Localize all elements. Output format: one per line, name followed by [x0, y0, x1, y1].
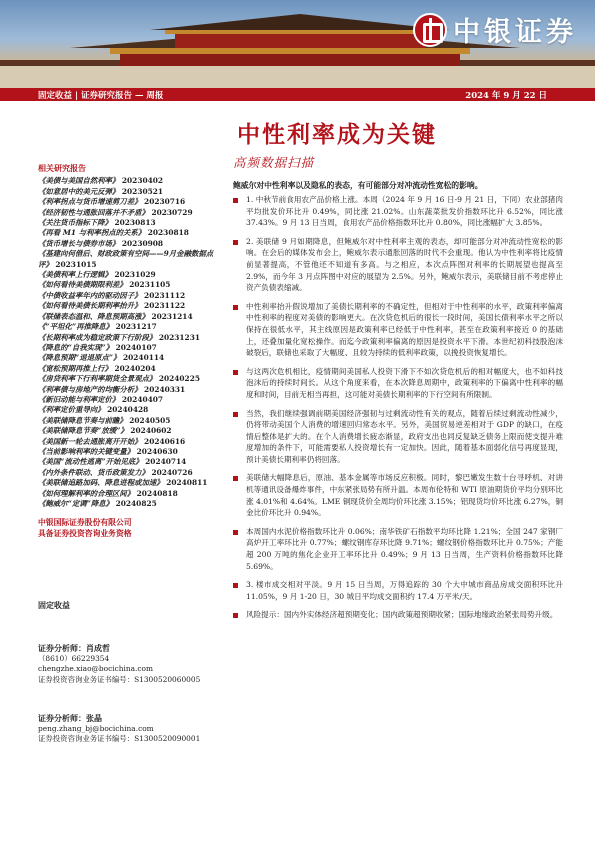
analyst-role: 证券分析师：	[38, 713, 86, 723]
related-item-date: 20231029	[111, 270, 156, 280]
bullet-square-icon	[233, 370, 238, 375]
related-item-title: 《长期利率成为稳定政策下行阶段》	[38, 332, 157, 342]
analyst-role: 证券分析师：	[38, 643, 86, 653]
related-item-title: 《美联储追路加码、降息进程或加速》	[38, 478, 164, 488]
related-item-title: 《降息预期“退退原点”》	[38, 353, 121, 363]
bullet-text: 与这两次危机相比，疫情期间美国私人投资下滑下不如次贷危机后的相对幅度大，也不如科技泡沫后的持续时间长。从这个角度来看，在本次降息周期中，政策利率的下偏离中性利率的幅度和时间，目前无相当再担，这可能对美债长期利率的下行空间有所限制。	[246, 366, 563, 399]
related-item-date: 20231122	[141, 301, 186, 311]
summary-line: 鲍威尔对中性利率以及隐私的表态，有可能部分对冲流动性宽松的影响。	[233, 181, 483, 190]
related-item-date: 20240505	[126, 415, 171, 425]
related-item-title: 《利率定价重导向》	[38, 405, 105, 415]
bullet-item	[233, 236, 563, 294]
related-item-title: 《如何看待美债长期利率抬升》	[38, 301, 142, 311]
related-item-date: 20230729	[148, 207, 193, 217]
related-item[interactable]	[38, 416, 226, 426]
company-qualification: 具备证券投资咨询业务资格	[38, 529, 132, 539]
related-item-date: 20240428	[104, 405, 149, 415]
related-item-title: 《宽松预期再推上行》	[38, 363, 112, 373]
related-item-date: 20240204	[111, 363, 156, 373]
bullet-text: 2. 美联储 9 月如期降息，但鲍威尔对中性利率主观的表态，却可能部分对冲流动性宽松的影响。在会后的媒体发布会上，鲍威尔表示通胀回落的时代不会重现。他认为中性利率将比疫情前显著提高，不管他还不知道有多高。与之相应，本次点阵图对利率的长期展望也提高至 2.9%，而今年 3 月点阵图中对应的展望为 2.5%。另外，鲍威尔表示，美联储目前不考虑停止资产负债表缩减。	[246, 236, 563, 293]
related-item[interactable]	[38, 437, 226, 447]
report-date: 2024 年 9 月 22 日	[465, 91, 547, 101]
bullet-square-icon	[233, 198, 238, 203]
bullet-text: 风险提示：国内外实体经济超预期变化；国内政策超预期收紧；国际地缘政治紧张局势升级。	[246, 610, 558, 620]
related-item[interactable]	[38, 187, 226, 197]
related-item-title: 《鲍威尔“定调”降息》	[38, 499, 114, 508]
bullet-square-icon	[233, 412, 238, 417]
related-item[interactable]	[38, 239, 226, 249]
analyst-phone: （8610）66229354	[38, 653, 110, 663]
related-item-date: 20240114	[120, 353, 165, 363]
bullet-item	[233, 366, 563, 401]
related-item-title: 《基建向何借后、财政政策有空间——9月金融数据点评》	[38, 249, 214, 269]
related-item-date: 20240825	[113, 499, 157, 508]
related-item-date: 20240818	[134, 488, 178, 498]
related-item-date: 20231217	[113, 322, 157, 332]
related-item-title: 《新旧动能与利率定价》	[38, 394, 120, 404]
related-item[interactable]	[38, 322, 226, 332]
bullet-square-icon	[233, 476, 238, 481]
related-item[interactable]	[38, 478, 226, 488]
bullet-text: 中性利率抬升假说增加了美债长期利率的不确定性，但相对于中性利率的水平，政策利率偏离中性利率的程度对美债的影响更大。在次贷危机后的很长一段时间，美国长债利率水平之所以保持在很低水平，其主线原因是政策利率已经低于中性利率，甚至在政策利率接近 0 的基础上，还叠加量化宽松操作。而迄今政策利率偏离的原因是投资水平下滑。本世纪初科技股泡沫破裂后，联储也采取了大幅度、且较为持续的低利率政策，以挽投资恢复增长。	[246, 301, 563, 358]
related-list	[38, 176, 226, 509]
related-item-date: 20231112	[141, 290, 186, 300]
related-item[interactable]	[38, 364, 226, 374]
related-item-date: 20230818	[145, 228, 189, 238]
related-item-title: 《中债收益率年内的驱动因子》	[38, 290, 142, 300]
related-item-date: 20240726	[148, 467, 193, 477]
hero-banner	[0, 0, 595, 88]
related-item-date: 20240602	[127, 426, 172, 436]
related-item-title: 《美联储降息节奏“放缓”》	[38, 426, 128, 436]
related-item[interactable]	[38, 280, 226, 290]
related-item-title: 《内外条件联动、货币政策发力》	[38, 467, 149, 477]
related-item-title: 《美国“流动性逃离”开始见底》	[38, 457, 143, 467]
bullet-item	[233, 526, 563, 572]
related-item[interactable]	[38, 499, 226, 509]
related-item-date: 20231105	[126, 280, 171, 290]
bullet-item	[233, 472, 563, 518]
related-item-title: 《利率债与房地产的均衡分析》	[38, 384, 142, 394]
related-item-date: 20230716	[141, 197, 186, 207]
bullet-item	[233, 194, 563, 229]
related-item[interactable]	[38, 176, 226, 186]
related-item[interactable]	[38, 457, 226, 467]
related-item[interactable]	[38, 489, 226, 499]
bullet-text: 1. 中秋节前食用农产品价格上涨。本周（2024 年 9 月 16 日-9 月 21 日，下同）农业部猪肉平均批发价环比升 0.49%，同比涨 21.02%。山东蔬菜批发价指数环比升 6.52%，同比涨 37.43%。9 月 13 日当周，食用农产品价格指数环比升 0.80%，同比涨幅扩大 3.85%。	[246, 195, 563, 228]
related-item-date: 20240331	[141, 384, 186, 394]
bullet-text: 美联储大幅降息后，原油、基本金属等市场反应积极。同时，黎巴嫩发生数十台寻呼机、对讲机等通讯设备爆炸事件，中东紧张局势有所升温。本周布伦特和 WTI 原油期货价平均分别环比涨 4.01%和 4.64%。LME 铜现货价全周均价环比涨 3.15%；铝现货均价环比涨 6.27%，铜金比价环比升 0.94%。	[246, 473, 563, 518]
related-item-date: 20240630	[134, 446, 178, 456]
related-item[interactable]	[38, 333, 226, 343]
report-subtitle: 高频数据扫描	[233, 155, 315, 170]
related-item[interactable]	[38, 426, 226, 436]
analyst-email[interactable]: peng.zhang_bj@bocichina.com	[38, 723, 154, 733]
bullet-square-icon	[233, 305, 238, 310]
related-item-title: 《美国新一轮去通胀离开开始》	[38, 436, 142, 446]
related-item-date: 20240714	[142, 457, 187, 467]
related-item[interactable]	[38, 270, 226, 280]
bullet-square-icon	[233, 240, 238, 245]
related-item-title: 《联储表态温和、降息预期高涨》	[38, 311, 149, 321]
related-item-date: 20230521	[119, 186, 164, 196]
bullet-square-icon	[233, 530, 238, 535]
related-heading: 相关研究报告	[38, 163, 86, 173]
related-item-title: 《美联储降息节奏与前瞻》	[38, 415, 127, 425]
bullet-item	[233, 579, 563, 602]
company-name: 中银国际证券股份有限公司	[38, 518, 132, 528]
related-item-title: 《当前影响利率的关键变量》	[38, 446, 135, 456]
related-item[interactable]	[38, 197, 226, 207]
category-label: 固定收益	[38, 600, 70, 610]
analyst-1	[38, 643, 200, 685]
analyst-name: 张晶	[86, 713, 102, 723]
analyst-name: 肖成哲	[86, 643, 110, 653]
related-item[interactable]	[38, 312, 226, 322]
brand-name: 中银证券	[453, 17, 577, 48]
bullet-text: 3. 楼市成交相对平淡。9 月 15 日当周，万得追踪的 30 个大中城市商品房成交面积环比升 11.05%，9 月 1-20 日，30 城日平均成交面积约 17.4 万平米/天。	[246, 580, 563, 601]
related-item-date: 20240225	[156, 374, 200, 384]
bullet-square-icon	[233, 583, 238, 588]
related-item[interactable]	[38, 385, 226, 395]
related-item-date: 20231015	[52, 259, 97, 269]
bullet-item	[233, 609, 563, 621]
related-item-date: 20230908	[119, 238, 164, 248]
related-research	[38, 163, 226, 539]
bullet-item	[233, 301, 563, 359]
bullet-item	[233, 408, 563, 466]
related-item[interactable]	[38, 228, 226, 238]
related-item-title: 《降息的“自我实现”》	[38, 342, 114, 352]
analyst-cert: 证券投资咨询业务证书编号：S1300520090001	[38, 734, 201, 744]
report-title: 中性利率成为关键	[237, 121, 437, 148]
related-item-title: 《美债利率上行逻辑》	[38, 270, 112, 280]
related-item-date: 20240811	[163, 478, 208, 488]
related-item[interactable]	[38, 301, 226, 311]
related-item-title: 《房贷利率下行利率期货全景观点》	[38, 374, 157, 384]
related-item[interactable]	[38, 249, 226, 270]
related-item-date: 20231231	[156, 332, 200, 342]
category-label-block	[38, 600, 70, 611]
related-item[interactable]	[38, 447, 226, 457]
related-item-date: 20240407	[119, 394, 164, 404]
related-item[interactable]	[38, 374, 226, 384]
brand-logo	[413, 10, 577, 49]
related-item-date: 20230402	[119, 176, 164, 186]
bullet-list	[233, 194, 563, 628]
related-item-title: 《再看 M1 与利率拐点的关系》	[38, 228, 146, 238]
related-item[interactable]	[38, 395, 226, 405]
analyst-cert: 证券投资咨询业务证书编号：S1300520060005	[38, 674, 201, 684]
boc-logo-icon	[413, 13, 447, 47]
related-item[interactable]	[38, 405, 226, 415]
related-item[interactable]	[38, 343, 226, 353]
analyst-email[interactable]: chengzhe.xiao@bocichina.com	[38, 664, 153, 674]
related-item-title: 《“平坦化”再推降息》	[38, 322, 114, 332]
related-item-date: 20231214	[148, 311, 193, 321]
analyst-2	[38, 713, 200, 745]
related-item-title: 《如意居中的美元反弹》	[38, 186, 120, 196]
related-item[interactable]	[38, 218, 226, 228]
related-item[interactable]	[38, 208, 226, 218]
report-type: 固定收益 | 证券研究报告 — 周报	[38, 91, 164, 101]
bullet-text: 当然，我们继续强调前期美国经济强韧与过剩流动性有关的观点，随着后续过剩流动性减少，仍将带动美国个人消费的增速回归常态水平。另外，美国贸易逆差相对于 GDP 的缺口，在疫情后整体是扩大的。在个人消费增长疲态渐显，政府支出也同反复缺乏债务上限而使支提升难度增加的条件下，可能需要私人投资增长有一定加快。因此，随着基本面弱化信号再度显现，预计美债长期利率仍将回落。	[246, 408, 563, 464]
related-item-title: 《如何理解利率的合理区间》	[38, 488, 135, 498]
related-item[interactable]	[38, 353, 226, 363]
header-bar	[0, 88, 595, 101]
related-item[interactable]	[38, 291, 226, 301]
related-item-title: 《经济韧性与通胀回落并不矛盾》	[38, 207, 149, 217]
related-item[interactable]	[38, 468, 226, 478]
related-item-title: 《货币增长与债券市场》	[38, 238, 120, 248]
related-item-title: 《如何看待美债期限利差》	[38, 280, 127, 290]
related-item-date: 20240107	[113, 342, 157, 352]
related-item-title: 《美债与美国自然利率》	[38, 176, 120, 186]
bullet-text: 本周国内水泥价格指数环比升 0.06%；南华铁矿石指数平均环比降 1.21%；全国 247 家钢厂高炉开工率环比升 0.77%；螺纹钢库存环比降 9.71%；螺纹钢价格指数环比升 0.75%；产能超 200 万吨的焦化企业开工率环比升 0.49%；9 月 13 日当周，生产资料价格指数环比降 5.69%。	[246, 526, 563, 571]
related-item-title: 《关注货币指标下降》	[38, 218, 112, 228]
related-item-date: 20230813	[111, 218, 156, 228]
bullet-square-icon	[233, 613, 238, 618]
company-info	[38, 517, 226, 539]
related-item-date: 20240616	[141, 436, 186, 446]
related-item-title: 《利率拐点与货币增速剪刀差》	[38, 197, 142, 207]
